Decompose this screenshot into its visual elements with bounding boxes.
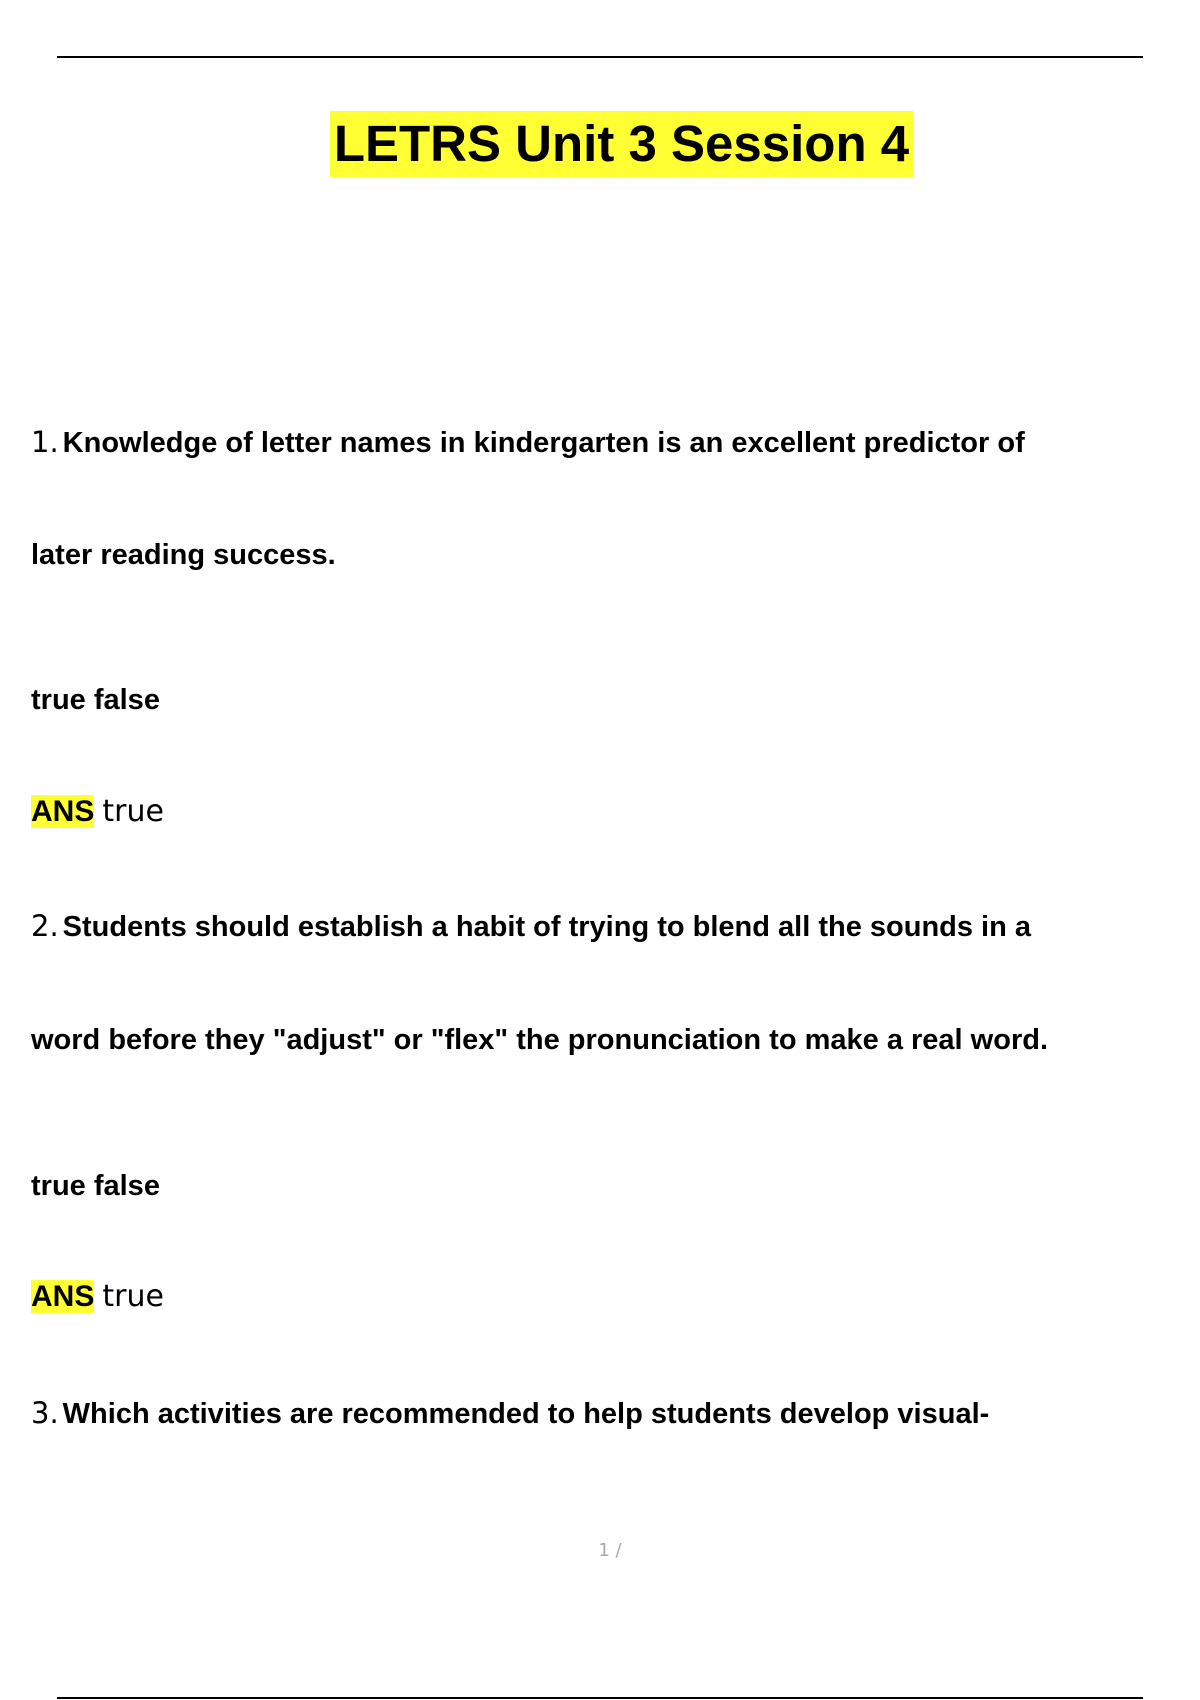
question-1-options: true false xyxy=(31,684,160,716)
question-1-line-2: later reading success. xyxy=(31,539,336,571)
question-2-answer-label: ANS xyxy=(31,1280,95,1313)
title-container xyxy=(0,111,1200,177)
top-rule xyxy=(57,56,1143,58)
question-2-line-2: word before they "adjust" or "flex" the pronunciation to make a real word. xyxy=(31,1024,1048,1056)
question-3-number: 3. xyxy=(31,1396,59,1430)
question-1-text-1: Knowledge of letter names in kindergarten is an excellent predictor of xyxy=(62,427,1025,459)
question-2-number: 2. xyxy=(31,909,59,943)
question-2-answer xyxy=(31,1278,164,1316)
question-1-answer-value: true xyxy=(102,794,164,829)
bottom-rule xyxy=(57,1697,1143,1699)
question-2-options: true false xyxy=(31,1170,160,1202)
question-3-text-1: Which activities are recommended to help students develop visual- xyxy=(62,1398,990,1430)
question-2-answer-value: true xyxy=(102,1279,164,1314)
page-number: 1 / xyxy=(598,1540,622,1561)
question-3-line-1 xyxy=(31,1395,989,1432)
question-2-line-1 xyxy=(31,908,1031,945)
document-title: LETRS Unit 3 Session 4 xyxy=(330,111,913,177)
question-1-answer xyxy=(31,793,164,831)
question-2-text-1: Students should establish a habit of trying to blend all the sounds in a xyxy=(62,911,1032,943)
question-1-number: 1. xyxy=(31,425,59,459)
question-1-line-1 xyxy=(31,424,1025,461)
question-1-answer-label: ANS xyxy=(31,795,95,828)
